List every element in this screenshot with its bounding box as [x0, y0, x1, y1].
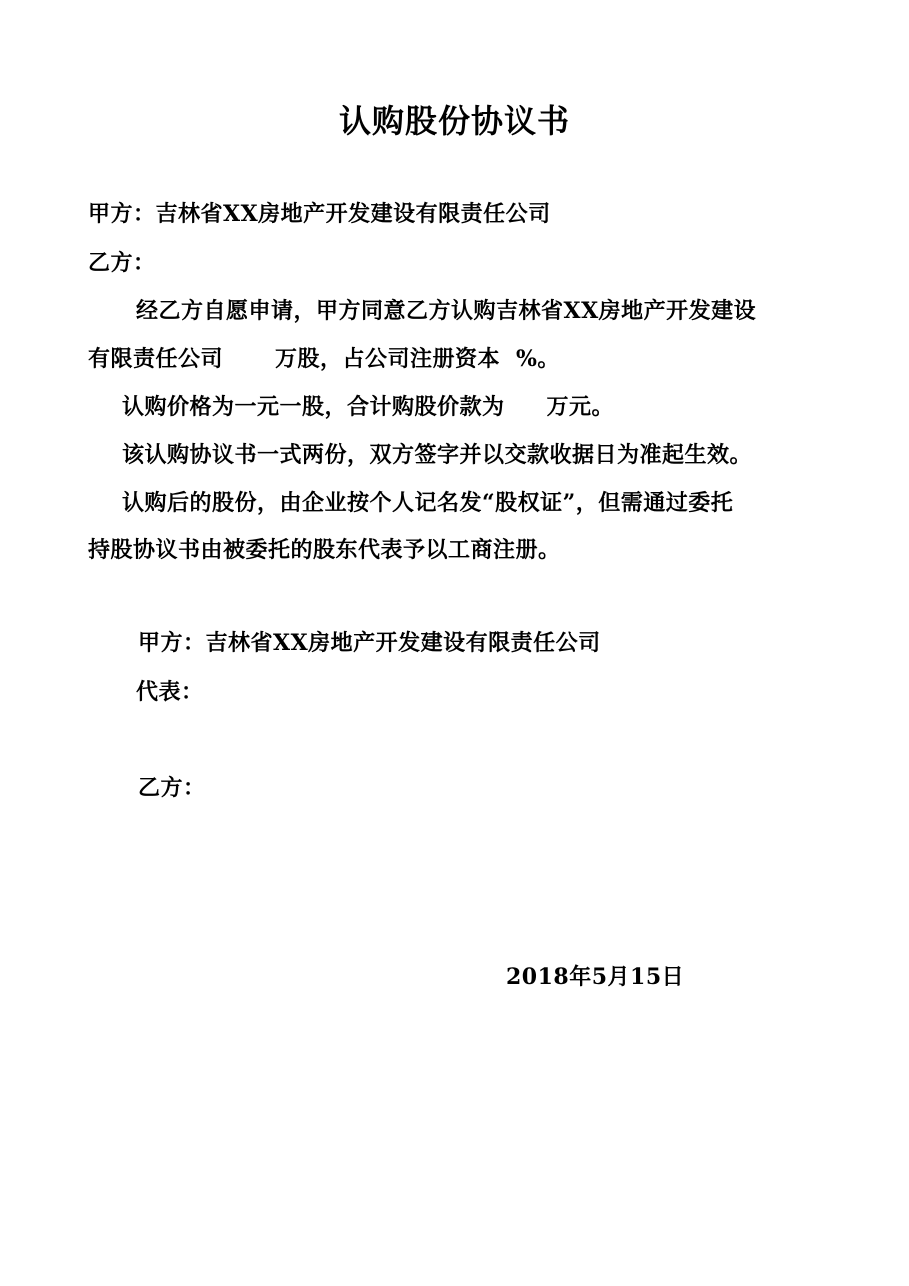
signature-representative: 代表：: [136, 679, 204, 705]
paragraph-1-shares-text: 万股，占公司注册资本: [275, 346, 501, 372]
signature-party-a: 甲方：吉林省XX房地产开发建设有限责任公司: [138, 630, 601, 656]
paragraph-4-line-1: 认购后的股份，由企业按个人记名发“股权证”，但需通过委托: [122, 490, 734, 516]
paragraph-2-unit-text: 万元。: [546, 394, 615, 420]
party-a-line: 甲方：吉林省XX房地产开发建设有限责任公司: [88, 201, 551, 227]
paragraph-1-company: 有限责任公司: [88, 346, 224, 372]
document-title: 认购股份协议书: [338, 102, 570, 140]
signature-date: 2018年5月15日: [506, 964, 685, 990]
signature-party-b: 乙方：: [138, 775, 206, 801]
paragraph-2: [122, 392, 614, 422]
paragraph-1-percent-text: %。: [516, 346, 560, 372]
paragraph-4-line-2: 持股协议书由被委托的股东代表予以工商注册。: [88, 537, 561, 563]
paragraph-3: 该认购协议书一式两份，双方签字并以交款收据日为准起生效。: [122, 442, 753, 468]
paragraph-1-line-2: [88, 344, 560, 374]
paragraph-1-line-1: 经乙方自愿申请，甲方同意乙方认购吉林省XX房地产开发建设: [136, 298, 757, 324]
paragraph-2-price-text: 认购价格为一元一股，合计购股价款为: [122, 394, 505, 420]
party-b-line: 乙方：: [88, 250, 156, 276]
